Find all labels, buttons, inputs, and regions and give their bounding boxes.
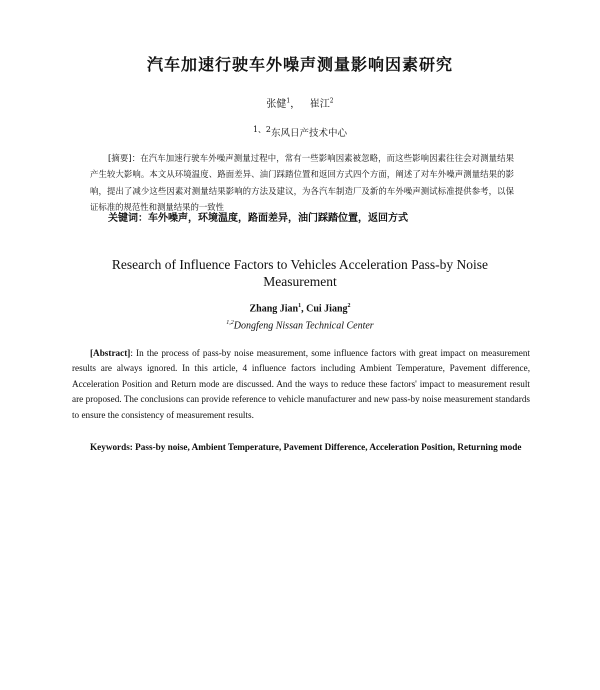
english-abstract-label: [Abstract] [90,348,131,358]
english-affiliation-text: Dongfeng Nissan Technical Center [233,320,374,332]
chinese-title: 汽车加速行驶车外噪声测量影响因素研究 [146,55,453,74]
chinese-keywords [108,209,518,224]
english-keywords [72,440,530,455]
chinese-authors [0,95,600,110]
chinese-author-separator: ， [290,99,301,110]
english-authors [0,303,600,314]
english-abstract [72,346,530,423]
chinese-keywords-text: 车外噪声，环境温度，路面差异，油门踩踏位置，返回方式 [148,213,408,224]
english-affiliation-sup: 1,2 [226,320,234,326]
english-author-1: Zhang Jian [249,303,299,315]
chinese-author-2: 崔江 [309,99,330,110]
english-keywords-text: Pass-by noise, Ambient Temperature, Pavement Difference, Acceleration Position, Returning mode [135,442,522,452]
chinese-affiliation-text: 东风日产技术中心 [270,128,347,140]
chinese-author-1-sup: 1 [286,97,291,105]
chinese-author-1: 张健 [266,99,287,110]
chinese-keywords-label: 关键词： [108,213,148,224]
chinese-abstract-text: ：在汽车加速行驶车外噪声测量过程中，常有一些影响因素被忽略，而这些影响因素往往会对测量结果产生较大影响。本文从环境温度、路面差异、油门踩踏位置和返回方式四个方面，阐述了对车外噪声测量结果的影响，提出了减少这些因素对测量结果影响的方法及建议，为各汽车制造厂及新的车外噪声测试标准提供参考，以保证标准的规范性和测量结果的一致性 [90,153,514,212]
english-author-1-sup: 1 [298,303,302,309]
english-author-separator: , [301,303,307,315]
english-affiliation [0,320,600,331]
english-abstract-text: : In the process of pass-by noise measurement, some influence factors with great impact on measurement results are always ignored. In this article, 4 influence factors including Ambient Temperature, Pavement difference, Acceleration Position and Return mode are discussed. And the ways to reduce these factors' impact to measurement result are proposed. The conclusions can provide reference to vehicle manufacturer and new pass-by noise measurement standards to ensure the consistency of measurement results. [72,348,530,420]
english-author-2: Cui Jiang [306,303,348,315]
english-keywords-label: Keywords: [90,442,136,452]
chinese-author-2-sup: 2 [329,97,334,105]
chinese-affiliation [0,124,600,139]
english-title: Research of Influence Factors to Vehicles Acceleration Pass-by Noise Measurement [111,257,489,289]
chinese-abstract-label: [摘要] [108,153,132,163]
english-author-2-sup: 2 [347,303,351,309]
chinese-abstract [90,150,514,215]
chinese-affiliation-sup: 1、2 [253,125,271,134]
